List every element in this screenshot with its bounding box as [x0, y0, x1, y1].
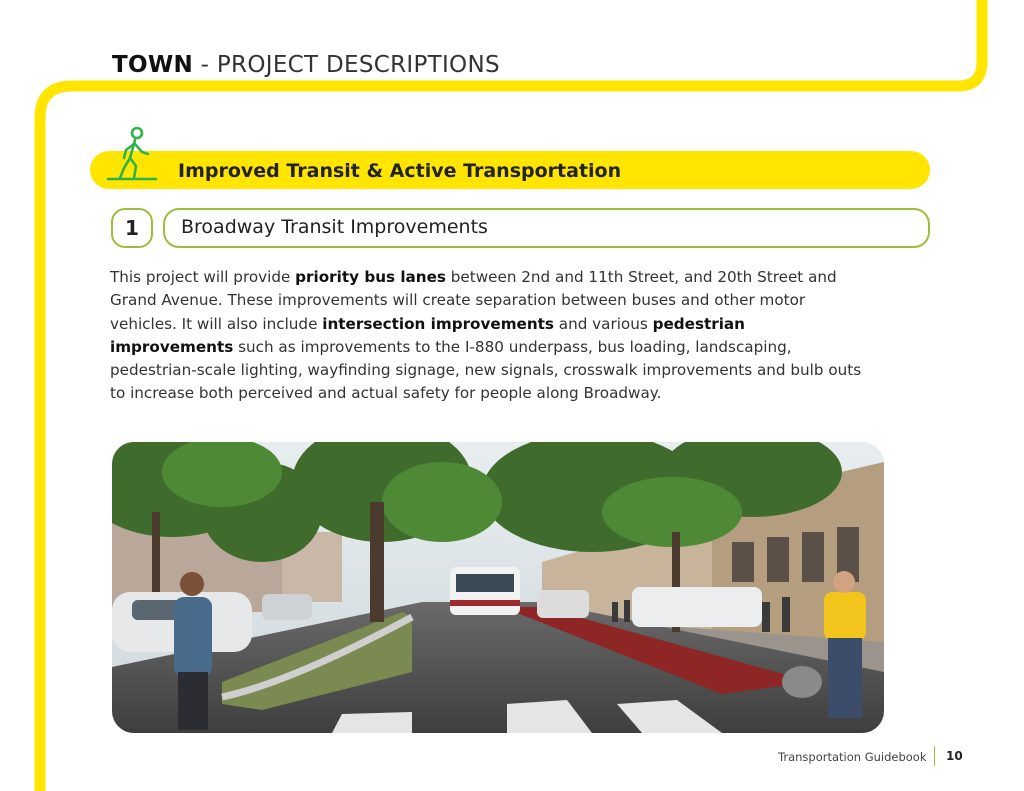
page-number: 10 [946, 749, 963, 763]
description-text: such as improvements to the I-880 underpass, bus loading, landscaping, pedestrian-scale lighting, wayfinding signage, new signals, crosswalk improvements and bulb outs to increase both perceived and actual safety for people along Broadway. [110, 337, 862, 403]
section-title: Improved Transit & Active Transportation [178, 160, 622, 182]
description-highlight: priority bus lanes [295, 268, 446, 286]
description-text: This project will provide [110, 268, 296, 286]
project-title: Broadway Transit Improvements [181, 216, 488, 238]
footer-guidebook-title: Transportation Guidebook [778, 750, 927, 764]
page-header-title [112, 52, 500, 78]
pedestrian-icon [104, 124, 160, 184]
project-description [110, 266, 870, 406]
footer-divider [934, 746, 935, 766]
project-number-badge: 1 [111, 208, 153, 248]
description-text: and various [553, 314, 653, 333]
description-highlight: intersection improvements [322, 314, 554, 333]
broadway-street-rendering-image [112, 442, 884, 733]
description-text: between 2nd and 11th Street, and 20th Street and Grand Avenue. These improvements will create separation between buses and other motor vehicles. It will also include [110, 268, 837, 333]
description-highlight: pedestrian improvements [110, 314, 745, 356]
header-subtitle: PROJECT DESCRIPTIONS [216, 52, 500, 78]
header-town: TOWN [112, 52, 194, 78]
header-separator: - [193, 52, 217, 78]
